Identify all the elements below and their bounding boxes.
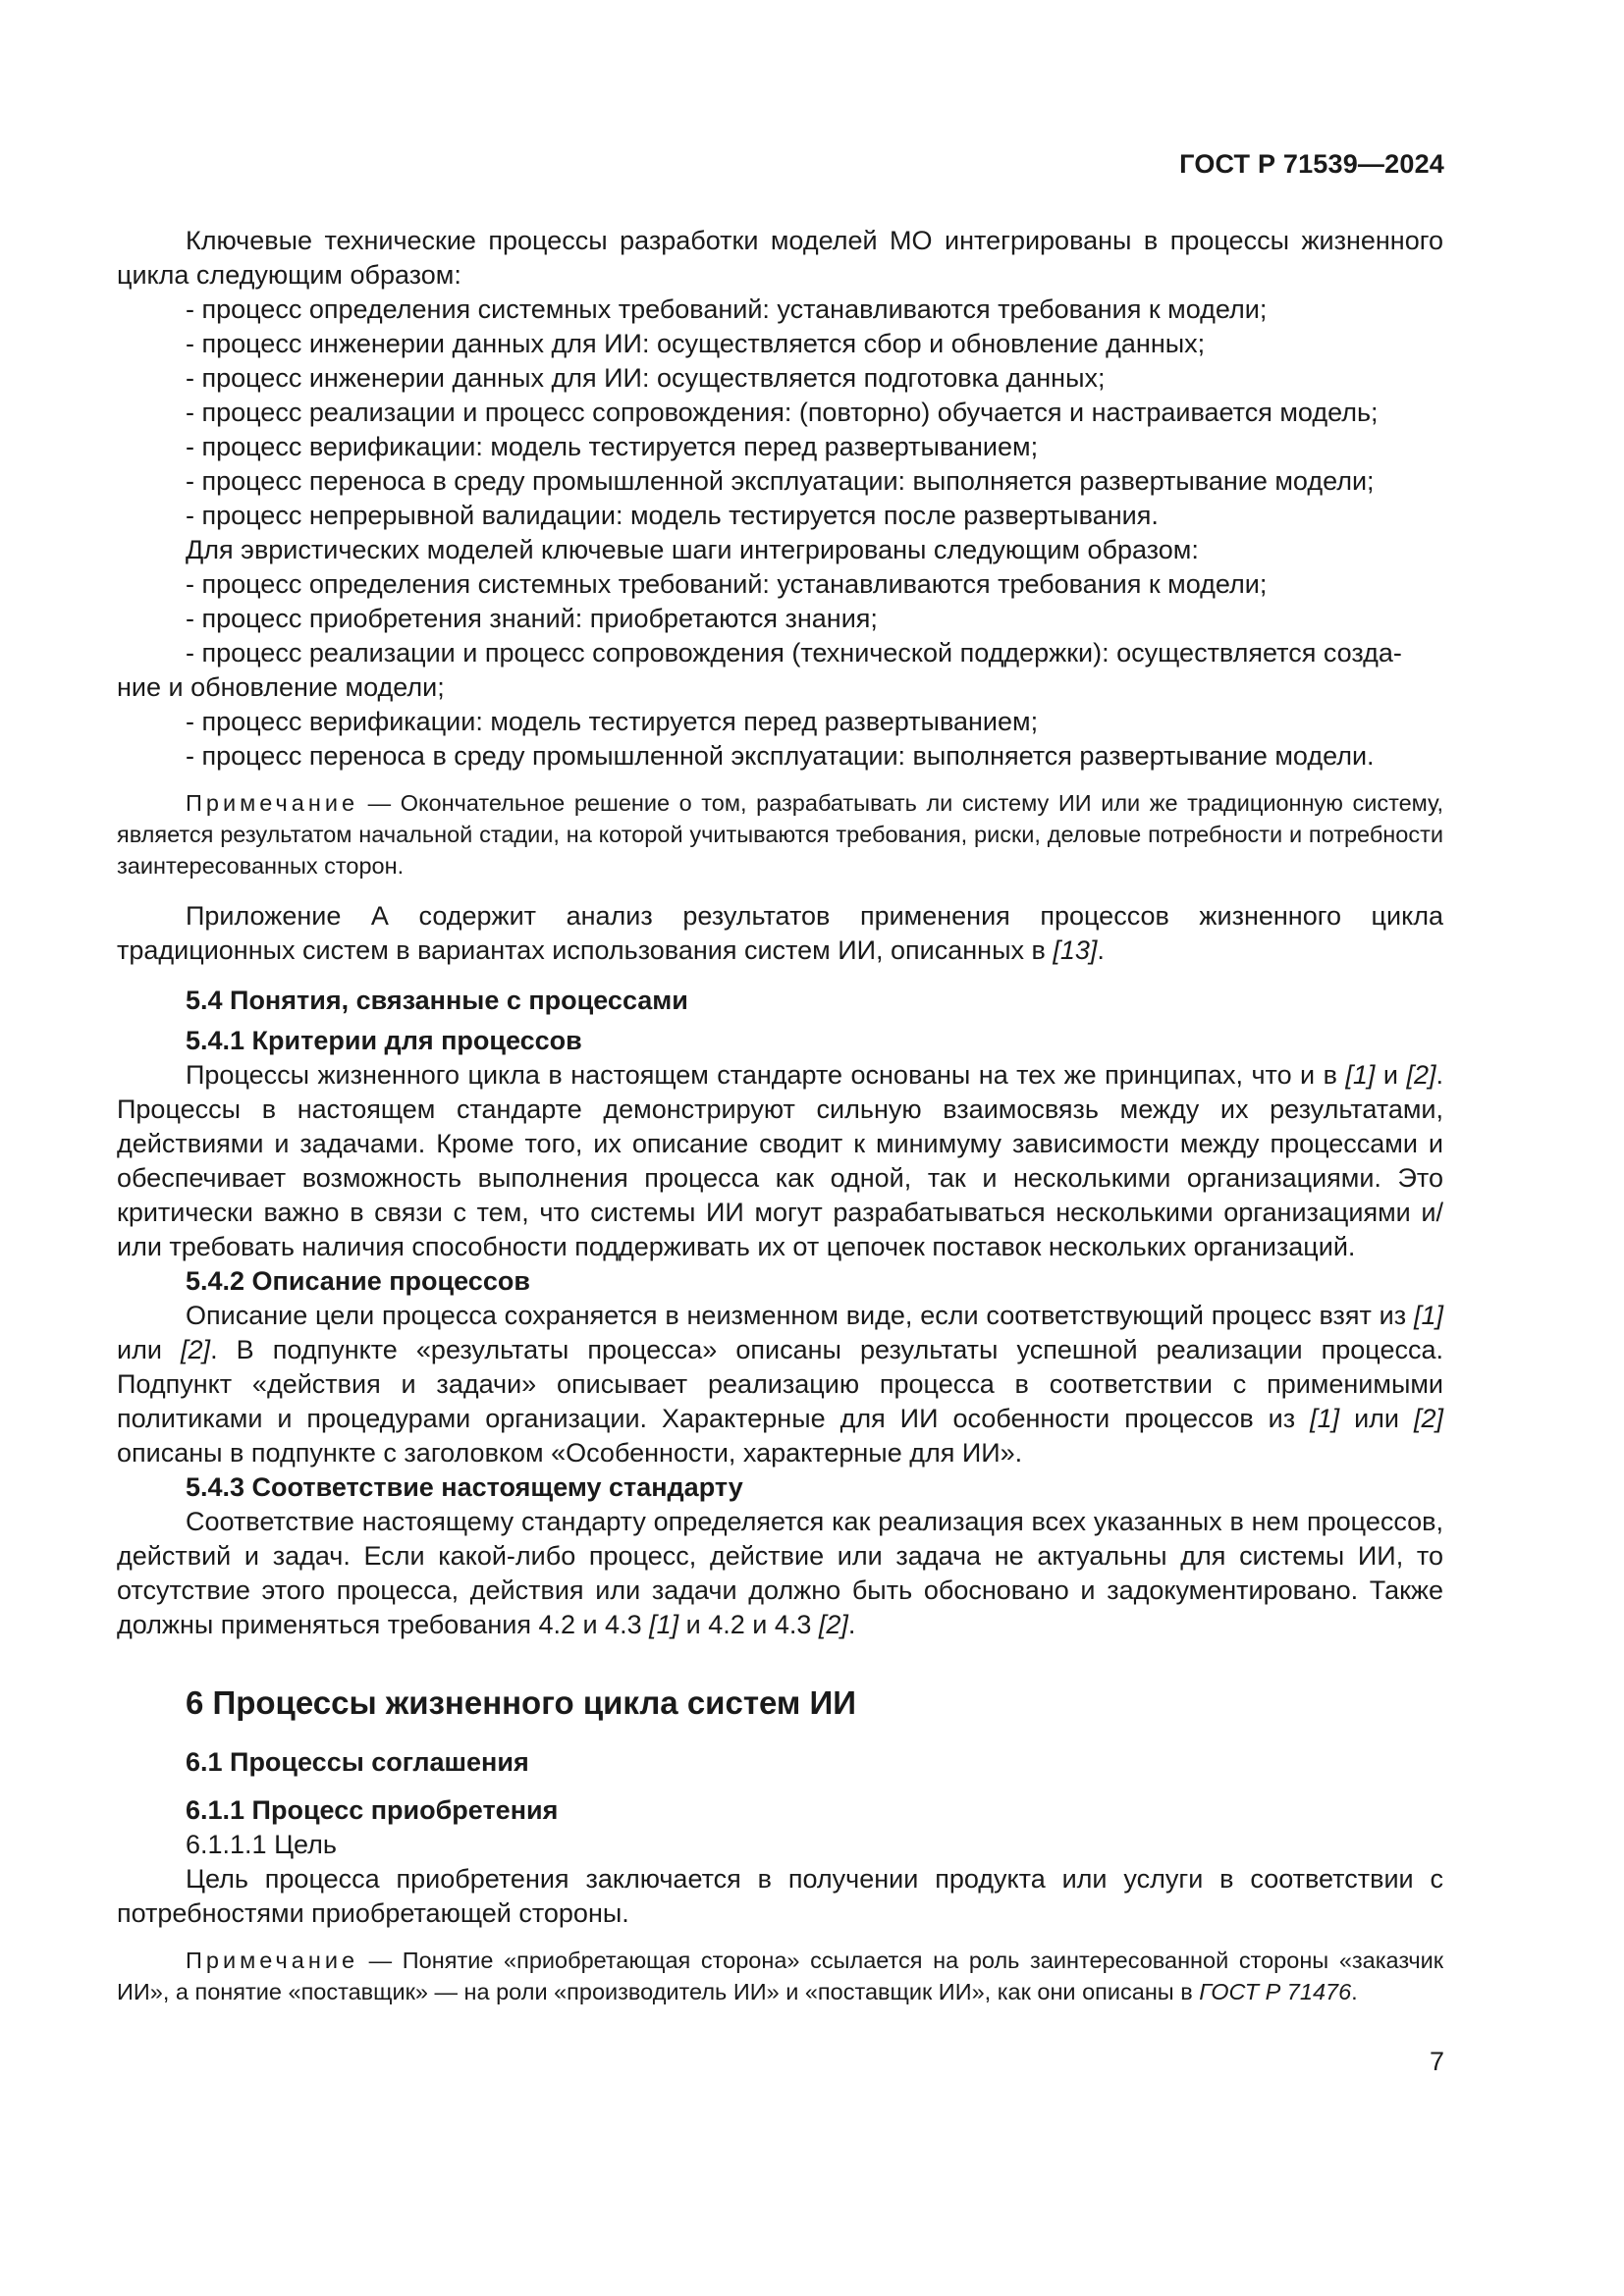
section-heading-6: 6 Процессы жизненного цикла систем ИИ xyxy=(186,1684,856,1721)
section-5-4-2-paragraph xyxy=(117,1299,1443,1470)
annex-text-end: . xyxy=(1097,935,1105,965)
ml-list-item: - процесс переноса в среду промышленной эксплуатации: выполняется развертывание модели; xyxy=(186,466,1375,496)
section-heading-6-1: 6.1 Процессы соглашения xyxy=(186,1747,529,1777)
annex-paragraph xyxy=(117,899,1443,968)
reference-link: ГОСТ Р 71476 xyxy=(1199,1979,1352,2004)
heuristic-list-item-continuation: ние и обновление модели; xyxy=(117,672,445,702)
heuristic-intro-paragraph: Для эвристических моделей ключевые шаги интегрированы следующим образом: xyxy=(186,535,1199,564)
reference-link: [1] xyxy=(1413,1301,1443,1330)
paragraph-text: . В подпункте «результаты процесса» описаны результаты успешной реализации процесса. Подпункт «действия и задачи» описывает реализацию процесса в соответствии с применимыми политиками и процедурами организации. Характерные для ИИ особенности процессов из xyxy=(117,1335,1443,1433)
paragraph-text: или xyxy=(1339,1404,1414,1433)
ml-list-item: - процесс верификации: модель тестируется перед развертыванием; xyxy=(186,432,1039,461)
ml-list-item: - процесс определения системных требований: устанавливаются требования к модели; xyxy=(186,294,1268,324)
section-5-4-3-paragraph xyxy=(117,1505,1443,1642)
paragraph-text: описаны в подпункте с заголовком «Особенности, характерные для ИИ». xyxy=(117,1438,1023,1468)
note-block xyxy=(117,787,1443,881)
heuristic-list-item: - процесс реализации и процесс сопровождения (технической поддержки): осуществляется созда- xyxy=(186,638,1402,667)
ml-list-item: - процесс реализации и процесс сопровождения: (повторно) обучается и настраивается модель; xyxy=(186,398,1379,427)
note-text-end: . xyxy=(1351,1979,1358,2004)
section-heading-5-4-1: 5.4.1 Критерии для процессов xyxy=(186,1026,582,1055)
reference-link: [1] xyxy=(1310,1404,1340,1433)
paragraph-text: . xyxy=(847,1610,856,1639)
ml-list-item: - процесс инженерии данных для ИИ: осуществляется подготовка данных; xyxy=(186,363,1106,393)
heuristic-list-item: - процесс приобретения знаний: приобретаются знания; xyxy=(186,604,878,633)
heuristic-list-item: - процесс верификации: модель тестируется перед развертыванием; xyxy=(186,707,1039,736)
section-heading-5-4-2: 5.4.2 Описание процессов xyxy=(186,1266,530,1296)
reference-link: [2] xyxy=(181,1335,211,1364)
section-5-4-1-paragraph xyxy=(117,1058,1443,1264)
paragraph-text: Описание цели процесса сохраняется в неизменном виде, если соответствующий процесс взят из xyxy=(186,1301,1414,1330)
note-text: — Окончательное решение о том, разрабатывать ли систему ИИ или же традиционную систему, является результатом начальной стадии, на которой учитываются требования, риски, деловые потребности и потребности заинтересованных сторон. xyxy=(117,790,1443,879)
note-label: Примечание xyxy=(186,1948,359,1973)
reference-link: [1] xyxy=(649,1610,679,1639)
reference-link: [2] xyxy=(818,1610,848,1639)
document-body xyxy=(117,224,1443,2025)
page-number: 7 xyxy=(1429,2047,1444,2076)
document-header: ГОСТ Р 71539—2024 xyxy=(1179,149,1444,179)
reference-link: [2] xyxy=(1406,1060,1436,1090)
paragraph-text: . Процессы в настоящем стандарте демонстрируют сильную взаимосвязь между их результатами, действиями и задачами. Кроме того, их описание сводит к минимуму зависимости между процессами и обеспечивает возможность выполнения процесса как одной, так и несколькими организациями. Это критически важно в связи с тем, что системы ИИ могут разрабатываться несколькими организациями и/или требовать наличия способности поддерживать их от цепочек поставок нескольких организаций. xyxy=(117,1060,1443,1261)
ml-list-item: - процесс инженерии данных для ИИ: осуществляется сбор и обновление данных; xyxy=(186,329,1206,358)
section-heading-6-1-1: 6.1.1 Процесс приобретения xyxy=(186,1795,559,1825)
note-block xyxy=(117,1945,1443,2007)
section-heading-5-4-3: 5.4.3 Соответствие настоящему стандарту xyxy=(186,1472,743,1502)
paragraph-text: и xyxy=(1375,1060,1407,1090)
reference-link: [2] xyxy=(1413,1404,1443,1433)
heuristic-list-item: - процесс определения системных требований: устанавливаются требования к модели; xyxy=(186,569,1268,599)
ml-intro-paragraph: Ключевые технические процессы разработки моделей МО интегрированы в процессы жизненного цикла следующим образом: xyxy=(117,226,1443,290)
note-text: — Понятие «приобретающая сторона» ссылается на роль заинтересованной стороны «заказчик ИИ», а понятие «поставщик» — на роли «производитель ИИ» и «поставщик ИИ», как они описаны в xyxy=(117,1948,1443,2004)
section-heading-5-4: 5.4 Понятия, связанные с процессами xyxy=(186,986,688,1015)
paragraph-text: Соответствие настоящему стандарту определяется как реализация всех указанных в нем процессов, действий и задач. Если какой-либо процесс, действие или задача не актуальны для системы ИИ, то отсутствие этого процесса, действия или задачи должно быть обосновано и задокументировано. Также должны применяться требования 4.2 и 4.3 xyxy=(117,1507,1443,1639)
paragraph-text: Процессы жизненного цикла в настоящем стандарте основаны на тех же принципах, что и в xyxy=(186,1060,1346,1090)
paragraph-text: и 4.2 и 4.3 xyxy=(678,1610,819,1639)
paragraph-text: или xyxy=(117,1335,182,1364)
heuristic-list-item: - процесс переноса в среду промышленной эксплуатации: выполняется развертывание модели. xyxy=(186,741,1375,771)
reference-link: [13] xyxy=(1053,935,1098,965)
reference-link: [1] xyxy=(1345,1060,1376,1090)
note-label: Примечание xyxy=(186,790,359,816)
ml-list-item: - процесс непрерывной валидации: модель тестируется после развертывания. xyxy=(186,501,1159,530)
annex-text: Приложение А содержит анализ результатов применения процессов жизненного цикла традиционных систем в вариантах использования систем ИИ, описанных в xyxy=(117,901,1443,965)
section-heading-6-1-1-1: 6.1.1.1 Цель xyxy=(186,1830,337,1859)
section-6-1-1-1-paragraph: Цель процесса приобретения заключается в получении продукта или услуги в соответствии с потребностями приобретающей стороны. xyxy=(117,1864,1443,1928)
